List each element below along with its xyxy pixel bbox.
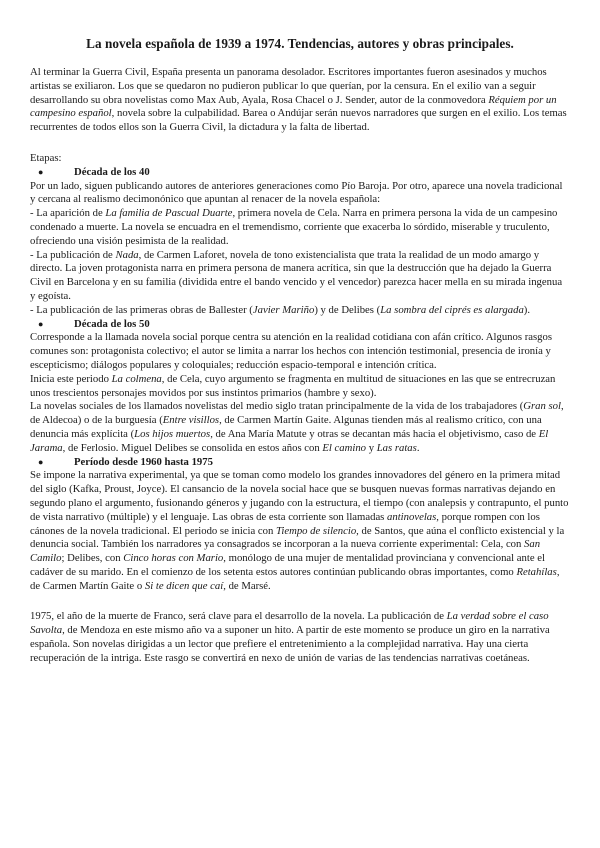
section-40s-paragraph-4: - La publicación de las primeras obras de Ballester (Javier Mariño) y de Delibes (La sombra del ciprés es alargada). — [30, 303, 531, 316]
work-title: Réquiem por un campesino español — [30, 93, 557, 120]
work-title: Entre visillos — [162, 414, 220, 427]
work-title: Las ratas — [376, 441, 417, 454]
term: antinovelas — [387, 510, 437, 523]
bullet-icon: ● — [38, 318, 44, 329]
work-title: La sombra del ciprés es alargada — [380, 303, 524, 316]
work-title: San Camilo — [30, 538, 541, 565]
work-title: Nada — [115, 248, 139, 261]
section-heading-40s: ● Década de los 40 — [38, 165, 150, 178]
intro-paragraph: Al terminar la Guerra Civil, España presenta un panorama desolador. Escritores importantes fueron asesinados y muchos artistas se exiliaron. Los que se quedaron no pudieron publicar lo que querían, por la censura. En el exilio van a seguir desarrollando su obra novelistas como Max Aub, Ayala, Rosa Chacel o J. Sender, autor de la conmovedora Réquiem por un campesino español, novela sobre la culpabilidad. Barea o Andújar serán nuevos narradores que surgen en el exilio. Los temas recurrentes de todos ellos son la Guerra Civil, la dictadura y la falta de libertad. — [30, 66, 567, 134]
work-title: La colmena — [111, 372, 162, 385]
section-40s-paragraph-3: - La publicación de Nada, de Carmen Laforet, novela de tono existencialista que trata la realidad de un modo amargo y directo. La joven protagonista narra en primera persona de manera acrítica, sin que la destrucción que ha dejado la Guerra Civil en Barcelona y en su familia (dividida entre el bando vencido y el vencedor) parezca hacer mella en su mirada ingenua y egoísta. — [30, 248, 563, 302]
section-40s-paragraph-1: Por un lado, siguen publicando autores de anteriores generaciones como Pío Baroja. Por otro, aparece una novela tradicional y cercana al realismo decimonónico que apuntan al renacer de la novela española: — [30, 179, 563, 206]
closing-paragraph: 1975, el año de la muerte de Franco, será clave para el desarrollo de la novela. La publicación de La verdad sobre el caso Savolta, de Mendoza en este mismo año va a suponer un hito. A partir de este momento se produce un giro en la narrativa española. Son novelas dirigidas a un lector que prefiere el entretenimiento a la complejidad narrativa. Hay una cierta recuperación de la intriga. Este rasgo se convertirá en nexo de unión de varias de las tendencias narrativas coetáneas. — [30, 610, 550, 664]
etapas-label: Etapas: — [30, 151, 62, 164]
work-title: Si te dicen que caí — [144, 579, 224, 592]
work-title: El camino — [322, 441, 367, 454]
work-title: La familia de Pascual Duarte — [105, 207, 233, 220]
work-title: Tiempo de silencio, — [276, 524, 359, 537]
section-50s-paragraph-1: Corresponde a la llamada novela social porque centra su atención en la realidad cotidiana con afán crítico. Algunos rasgos comunes son: protagonista colectivo; el autor se limita a narrar los hechos con intención testimonial, presencia de ironía y escepticismo; diálogos populares y coloquiales; reducción espacio-temporal e intención crítica. — [30, 331, 553, 371]
work-title: El Jarama — [30, 427, 549, 454]
section-60s-paragraph-1: Se impone la narrativa experimental, ya que se toman como modelo los grandes innovadores del género en la primera mitad del siglo (Kafka, Proust, Joyce). El cansancio de la novela social hace que se busquen nuevas formas narrativas dejando en segundo plano el argumento, fusionando géneros y jugando con la estructura, el tiempo (con analepsis y contrapunto, el punto de vista narrativo (múltiple) y el lenguaje. Las obras de esta corriente son llamadas antinovelas, porque rompen con los cánones de la novela tradicional. El periodo se inicia con Tiempo de silencio, de Santos, que aúna el conflicto existencial y la denuncia social. También los narradores ya consagrados se incorporan a la nueva corriente experimental: Cela, con San Camilo; Delibes, con Cinco horas con Mario, monólogo de una mujer de mentalidad provinciana y convencional ante el cadáver de su marido. En el comienzo de los setenta estos autores continúan publicando obras importantes, como Retahílas, de Carmen Martín Gaite o Si te dicen que caí, de Marsé. — [30, 469, 569, 592]
bullet-icon: ● — [38, 166, 44, 177]
work-title: La verdad sobre el caso Savolta — [30, 610, 549, 637]
section-40s-paragraph-2: - La aparición de La familia de Pascual Duarte, primera novela de Cela. Narra en primera persona la vida de un campesino condenado a muerte. La novela se encuadra en el tremendismo, corriente que exacerba lo sórdido, miserable y truculento, ofreciendo una visión pesimista de la realidad. — [30, 207, 558, 247]
section-50s-paragraph-2: Inicia este periodo La colmena, de Cela, cuyo argumento se fragmenta en multitud de situaciones en las que se entrecruzan unos trescientos personajes movidos por sus instintos primarios (hambre y sexo). — [30, 372, 556, 399]
section-heading-60s: ● Período desde 1960 hasta 1975 — [38, 455, 213, 468]
document-title: La novela española de 1939 a 1974. Tendencias, autores y obras principales. — [86, 36, 514, 51]
section-heading-50s: ● Década de los 50 — [38, 317, 150, 330]
work-title: Retahílas — [516, 565, 557, 578]
work-title: Cinco horas con Mario — [123, 552, 224, 565]
work-title: Los hijos muertos — [134, 427, 211, 440]
work-title: Gran sol — [523, 400, 561, 413]
bullet-icon: ● — [38, 456, 44, 467]
work-title: Javier Mariño — [252, 303, 315, 316]
section-50s-paragraph-3: La novelas sociales de los llamados novelistas del medio siglo tratan principalmente de la vida de los trabajadores (Gran sol, de Aldecoa) o de la burguesía (Entre visillos, de Carmen Martín Gaite. Algunas tienden más al realismo crítico, con una denuncia más explícita (Los hijos muertos, de Ana María Matute y otras se decantan más hacia el objetivismo, caso de El Jarama, de Ferlosio. Miguel Delibes se consolida en estos años con El camino y Las ratas. — [30, 400, 564, 454]
